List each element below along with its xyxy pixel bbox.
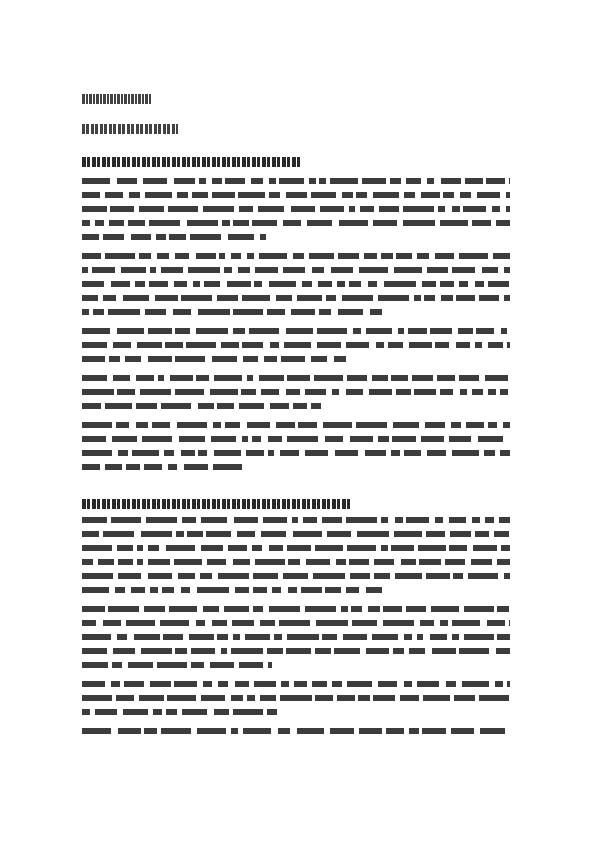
text-line: [82, 403, 321, 409]
header-line-2: [82, 124, 178, 134]
text-line: [82, 342, 510, 348]
text-line: [82, 573, 510, 579]
text-line: [82, 709, 277, 715]
text-line: [82, 206, 510, 212]
text-line: [82, 545, 510, 551]
text-line: [82, 648, 510, 654]
text-line: [82, 309, 388, 315]
text-line: [82, 422, 510, 428]
text-line: [82, 728, 510, 734]
text-line: [82, 281, 510, 287]
text-line: [82, 178, 510, 184]
text-line: [82, 328, 510, 334]
text-line: [82, 464, 242, 470]
text-line: [82, 295, 510, 301]
text-line: [82, 450, 510, 456]
text-line: [82, 620, 510, 626]
text-line: [82, 587, 382, 593]
text-line: [82, 253, 510, 259]
text-line: [82, 606, 510, 612]
text-line: [82, 234, 266, 240]
text-line: [82, 662, 272, 668]
text-line: [82, 389, 510, 395]
text-line: [82, 517, 510, 523]
text-line: [82, 695, 510, 701]
text-line: [82, 531, 510, 537]
text-line: [82, 192, 510, 198]
text-line: [82, 356, 346, 362]
text-line: [82, 267, 510, 273]
text-line: [82, 220, 510, 226]
text-line: [82, 375, 510, 381]
text-line: [82, 634, 510, 640]
section-heading-2: [82, 499, 352, 509]
section-heading-1: [82, 157, 300, 167]
text-line: [82, 436, 510, 442]
text-line: [82, 559, 510, 565]
text-line: [82, 681, 510, 687]
header-line-1: [82, 94, 152, 104]
